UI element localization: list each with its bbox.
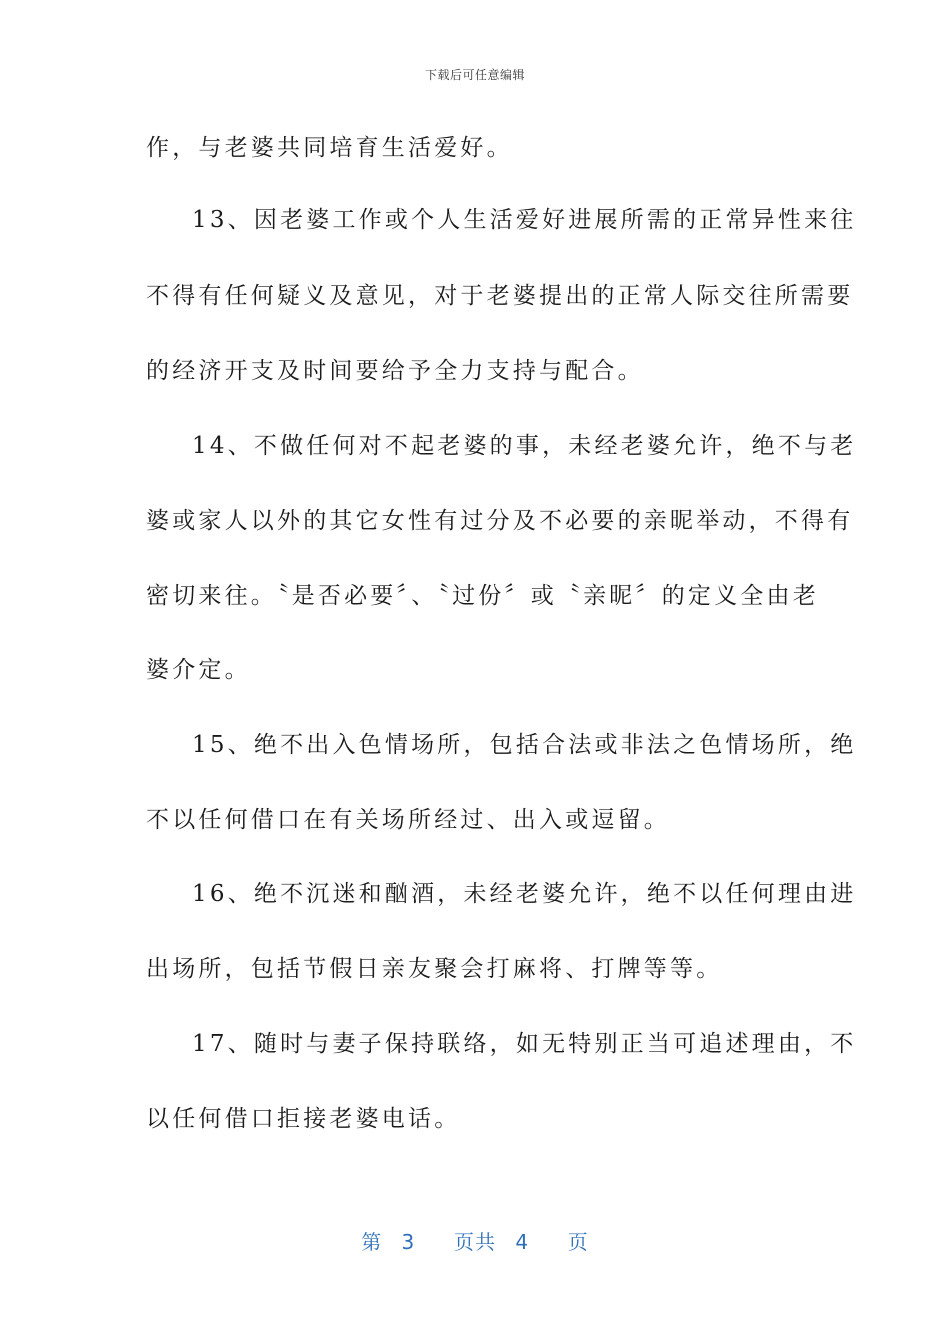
text-line-5: 14、不做任何对不起老婆的事，未经老婆允许，绝不与老	[192, 433, 857, 459]
page-header-note: 下载后可任意编辑	[424, 68, 525, 82]
text-line-12: 出场所，包括节假日亲友聚会打麻将、打牌等等。	[146, 956, 723, 982]
text-line-9: 15、绝不出入色情场所，包括合法或非法之色情场所，绝	[192, 732, 857, 758]
text-line-14: 以任何借口拒接老婆电话。	[146, 1106, 461, 1132]
text-line-7: 密切来往。〝是否必要〞、〝过份〞或〝亲昵〞的定义全由老	[146, 583, 819, 609]
text-line-11: 16、绝不沉迷和酗酒，未经老婆允许，绝不以任何理由进	[192, 881, 857, 907]
text-line-1: 作，与老婆共同培育生活爱好。	[146, 135, 513, 161]
page-number-footer: 第 3 页共 4 页	[361, 1230, 589, 1254]
text-line-2: 13、因老婆工作或个人生活爱好进展所需的正常异性来往	[192, 207, 857, 233]
text-line-6: 婆或家人以外的其它女性有过分及不必要的亲昵举动，不得有	[146, 508, 854, 534]
text-line-3: 不得有任何疑义及意见，对于老婆提出的正常人际交往所需要	[146, 283, 854, 309]
text-line-4: 的经济开支及时间要给予全力支持与配合。	[146, 358, 644, 384]
text-line-10: 不以任何借口在有关场所经过、出入或逗留。	[146, 807, 670, 833]
text-line-8: 婆介定。	[146, 657, 251, 683]
text-line-13: 17、随时与妻子保持联络，如无特别正当可追述理由，不	[192, 1031, 857, 1057]
